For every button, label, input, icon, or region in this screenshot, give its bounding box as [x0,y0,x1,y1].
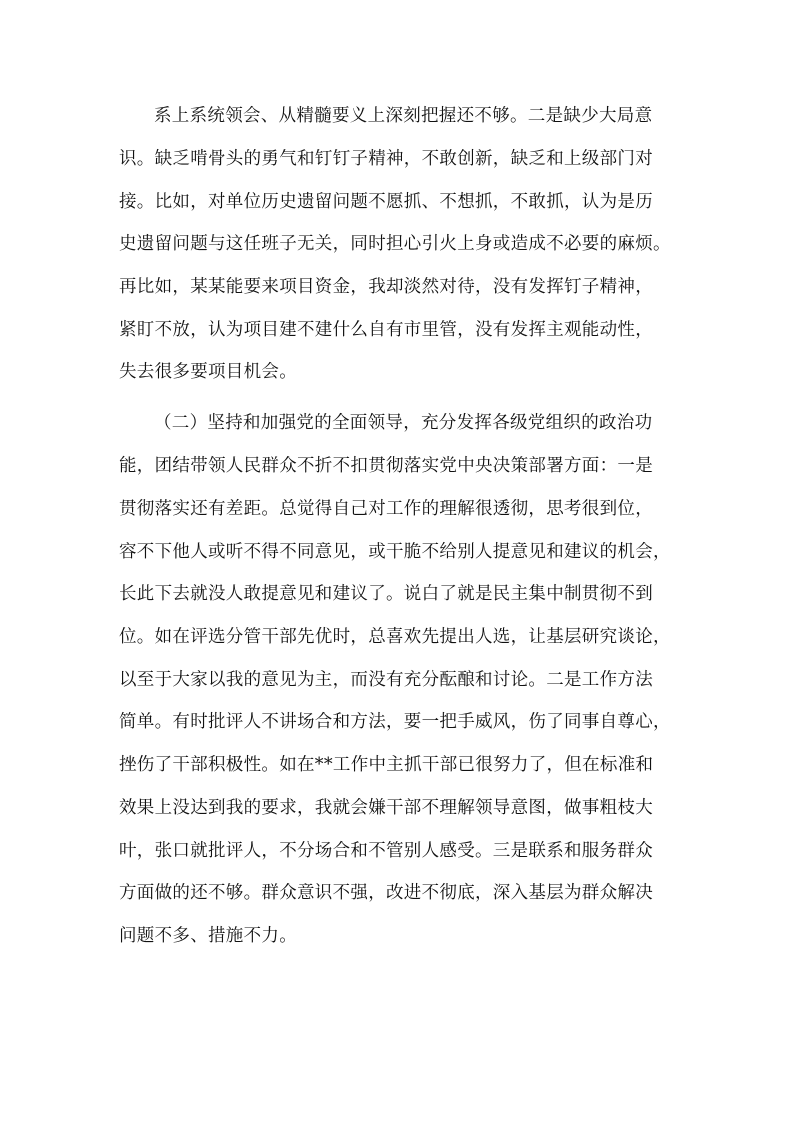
paragraph-2-line: 贯彻落实还有差距。总觉得自己对工作的理解很透彻，思考很到位， [119,499,653,519]
paragraph-2-line: 容不下他人或听不得不同意见，或干脆不给别人提意见和建议的机会， [119,542,671,562]
paragraph-2-line: 问题不多、措施不力。 [119,926,297,946]
paragraph-2-line: 叶，张口就批评人，不分场合和不管别人感受。三是联系和服务群众 [119,841,653,861]
paragraph-2-line: 以至于大家以我的意见为主，而没有充分酝酿和讨论。二是工作方法 [119,670,653,690]
paragraph-1-line: 失去很多要项目机会。 [119,362,297,382]
paragraph-2-line: 简单。有时批评人不讲场合和方法，要一把手威风，伤了同事自尊心， [119,712,671,732]
paragraph-1-line: 再比如，某某能要来项目资金，我却淡然对待，没有发挥钉子精神， [119,277,653,297]
paragraph-2-line: 方面做的还不够。群众意识不强，改进不彻底，深入基层为群众解决 [119,883,653,903]
paragraph-1-line: 识。缺乏啃骨头的勇气和钉钉子精神，不敢创新，缺乏和上级部门对 [119,149,653,169]
paragraph-2-line: 长此下去就没人敢提意见和建议了。说白了就是民主集中制贯彻不到 [119,584,653,604]
paragraph-1-line: 系上系统领会、从精髓要义上深刻把握还不够。二是缺少大局意 [154,106,653,126]
paragraph-2-line: 效果上没达到我的要求，我就会嫌干部不理解领导意图，做事粗枝大 [119,798,653,818]
paragraph-1-line: 紧盯不放，认为项目建不建什么自有市里管，没有发挥主观能动性， [119,320,653,340]
paragraph-1-line: 史遗留问题与这任班子无关，同时担心引火上身或造成不必要的麻烦。 [119,234,671,254]
paragraph-2-line: （二）坚持和加强党的全面领导，充分发挥各级党组织的政治功 [154,413,653,433]
paragraph-2-line: 挫伤了干部积极性。如在**工作中主抓干部已很努力了，但在标准和 [119,755,654,775]
paragraph-1-line: 接。比如，对单位历史遗留问题不愿抓、不想抓，不敢抓，认为是历 [119,192,653,212]
paragraph-2-line: 位。如在评选分管干部先优时，总喜欢先提出人选，让基层研究谈论， [119,627,671,647]
paragraph-2-line: 能，团结带领人民群众不折不扣贯彻落实党中央决策部署方面：一是 [119,456,653,476]
